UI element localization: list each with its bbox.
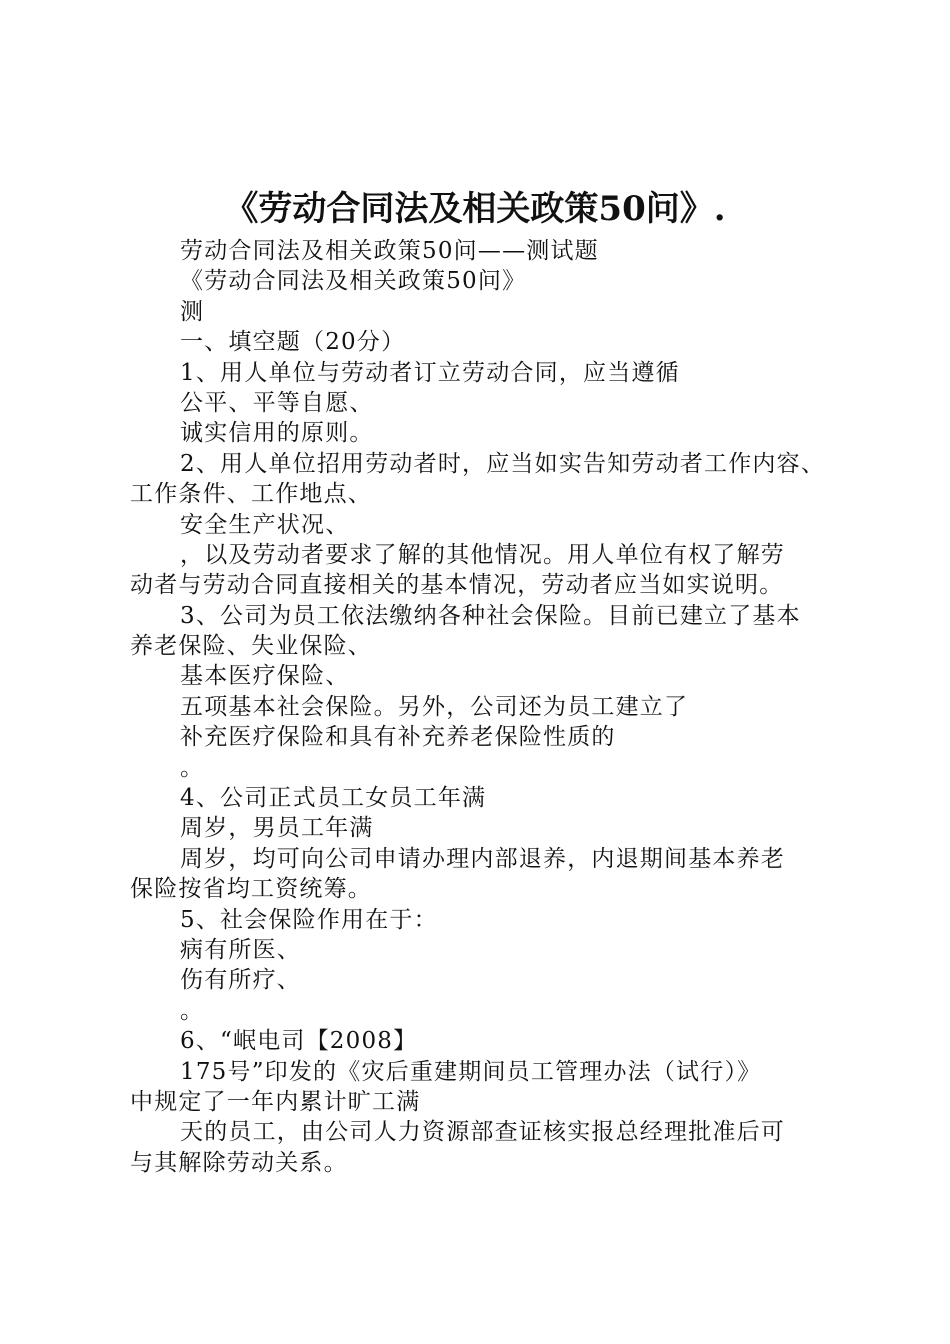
- text-line: 动者与劳动合同直接相关的基本情况，劳动者应当如实说明。: [130, 572, 784, 599]
- text-line: 周岁，男员工年满: [180, 815, 374, 842]
- text-line: 中规定了一年内累计旷工满: [130, 1088, 421, 1115]
- text-line: 175号”印发的《灾后重建期间员工管理办法（试行）》: [180, 1058, 762, 1085]
- text-line: 诚实信用的原则。: [180, 420, 374, 447]
- text-line: 劳动合同法及相关政策50问——测试题: [180, 238, 599, 264]
- document-body: [130, 236, 850, 1178]
- document-title: 《劳动合同法及相关政策50问》.: [224, 189, 726, 229]
- text-line: 伤有所疗、: [180, 967, 301, 994]
- text-line: 天的员工，由公司人力资源部查证核实报总经理批准后可: [180, 1119, 785, 1146]
- text-line: 保险按省均工资统筹。: [130, 876, 372, 903]
- text-line: 3、公司为员工依法缴纳各种社会保险。目前已建立了基本: [180, 602, 801, 629]
- text-line: 五项基本社会保险。另外，公司还为员工建立了: [180, 693, 689, 720]
- text-line: 公平、平等自愿、: [180, 389, 374, 416]
- text-line: 与其解除劳动关系。: [130, 1149, 348, 1176]
- text-line: 2、用人单位招用劳动者时，应当如实告知劳动者工作内容、: [180, 450, 826, 477]
- text-line: 安全生产状况、: [180, 511, 350, 538]
- text-line: 测: [180, 298, 205, 325]
- text-line: ，以及劳动者要求了解的其他情况。用人单位有权了解劳: [180, 541, 785, 568]
- text-line: 5、社会保险作用在于：: [180, 906, 438, 933]
- text-line: 工作条件、工作地点、: [130, 481, 372, 508]
- text-line: 1、用人单位与劳动者订立劳动合同，应当遵循: [180, 359, 680, 386]
- text-line: 周岁，均可向公司申请办理内部退养，内退期间基本养老: [180, 845, 785, 872]
- text-line: 基本医疗保险、: [180, 663, 350, 690]
- text-line: 4、公司正式员工女员工年满: [180, 785, 487, 812]
- text-line: 补充医疗保险和具有补充养老保险性质的: [180, 724, 616, 751]
- text-line: 病有所医、: [180, 936, 301, 963]
- text-line: 。: [180, 754, 205, 781]
- text-line: 养老保险、失业保险、: [130, 633, 372, 660]
- text-line: 。: [180, 997, 205, 1024]
- text-line: 一、填空题（20分）: [180, 329, 406, 356]
- text-line: 《劳动合同法及相关政策50问》: [180, 268, 527, 295]
- text-line: 6、“岷电司【2008】: [180, 1028, 418, 1055]
